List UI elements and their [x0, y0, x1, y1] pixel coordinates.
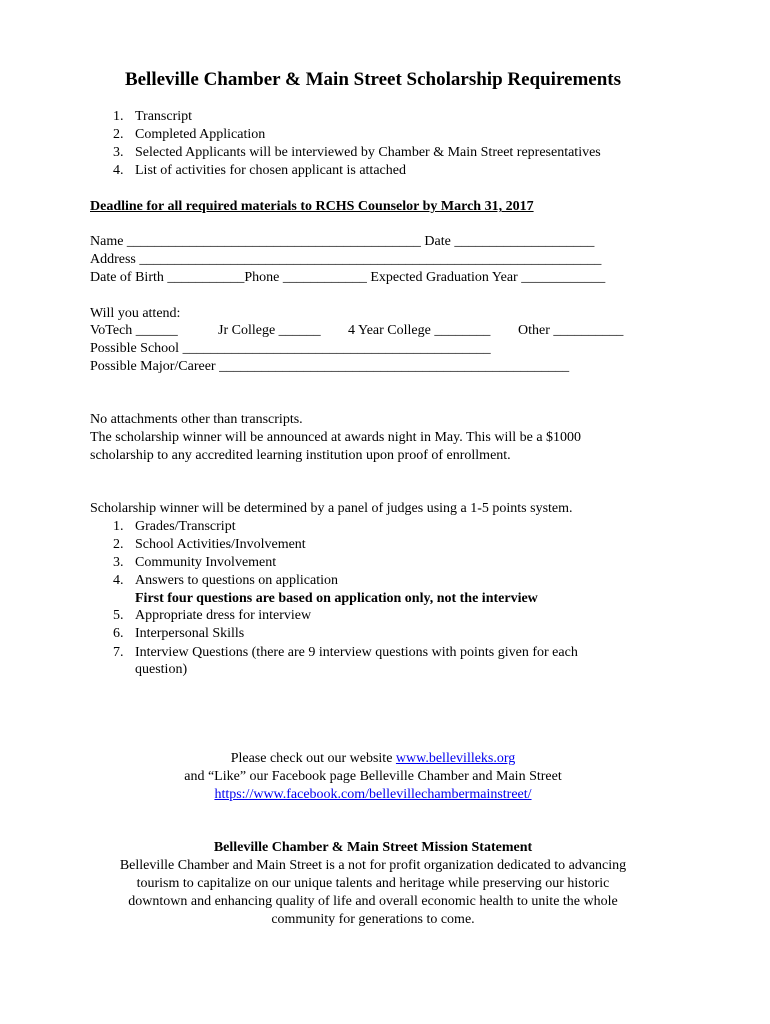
requirement-item — [113, 144, 601, 162]
judging-item — [113, 644, 578, 662]
judging-item — [113, 607, 311, 625]
judging-item — [113, 572, 338, 590]
list-text: List of activities for chosen applicant is attached — [135, 163, 406, 178]
four-year-college-field[interactable]: 4 Year College ________ — [348, 323, 491, 338]
deadline-text: Deadline for all required materials to RCHS Counselor by March 31, 2017 — [90, 199, 534, 214]
list-number: 7. — [113, 645, 124, 660]
list-text: Grades/Transcript — [135, 519, 236, 534]
judging-bold-note: First four questions are based on application only, not the interview — [135, 591, 538, 606]
requirement-item — [113, 162, 406, 180]
attend-label: Will you attend: — [90, 306, 181, 321]
website-link[interactable]: www.bellevilleks.org — [395, 751, 516, 766]
list-number: 3. — [113, 555, 124, 570]
jr-college-field[interactable]: Jr College ______ — [218, 323, 321, 338]
list-text: Interview Questions (there are 9 interview questions with points given for each — [135, 645, 578, 660]
list-text: Selected Applicants will be interviewed by Chamber & Main Street representatives — [135, 145, 601, 160]
list-text: School Activities/Involvement — [135, 537, 306, 552]
page-title: Belleville Chamber & Main Street Scholarship Requirements — [124, 69, 622, 90]
list-number: 5. — [113, 608, 124, 623]
other-field[interactable]: Other __________ — [518, 323, 624, 338]
mission-heading: Belleville Chamber & Main Street Mission Statement — [213, 840, 533, 855]
judging-item — [113, 536, 306, 554]
list-number: 4. — [113, 573, 124, 588]
note-line: The scholarship winner will be announced at awards night in May. This will be a $1000 — [90, 430, 582, 445]
list-number: 1. — [113, 519, 124, 534]
judging-item — [113, 554, 276, 572]
name-date-field[interactable]: Name __________________________________________ Date ____________________ — [90, 234, 595, 249]
list-text: Transcript — [135, 109, 193, 124]
list-text: Completed Application — [135, 127, 266, 142]
mission-line: community for generations to come. — [271, 912, 475, 927]
mission-line: downtown and enhancing quality of life and overall economic health to unite the whole — [128, 894, 618, 909]
address-field[interactable]: Address __________________________________________________________________ — [90, 252, 602, 267]
facebook-link[interactable]: https://www.facebook.com/bellevillechambermainstreet/ — [214, 787, 532, 802]
list-number: 4. — [113, 163, 124, 178]
note-line: scholarship to any accredited learning institution upon proof of enrollment. — [90, 448, 511, 463]
list-text: Interpersonal Skills — [135, 626, 245, 641]
list-text: Appropriate dress for interview — [135, 608, 312, 623]
list-number: 2. — [113, 127, 124, 142]
possible-school-field[interactable]: Possible School ____________________________________________ — [90, 341, 491, 356]
mission-line: Belleville Chamber and Main Street is a not for profit organization dedicated to advancing — [119, 858, 627, 873]
judging-intro: Scholarship winner will be determined by a panel of judges using a 1-5 points system. — [90, 501, 573, 516]
list-number: 6. — [113, 626, 124, 641]
list-text: Answers to questions on application — [135, 573, 338, 588]
votech-field[interactable]: VoTech ______ — [90, 323, 178, 338]
list-number: 2. — [113, 537, 124, 552]
requirement-item — [113, 126, 265, 144]
dob-phone-graduation-field[interactable]: Date of Birth ___________Phone ____________ Expected Graduation Year ____________ — [90, 270, 606, 285]
list-number: 3. — [113, 145, 124, 160]
judging-item-continuation: question) — [135, 662, 188, 677]
judging-item — [113, 625, 244, 643]
possible-major-field[interactable]: Possible Major/Career __________________________________________________ — [90, 359, 570, 374]
requirement-item — [113, 108, 192, 126]
mission-line: tourism to capitalize on our unique talents and heritage while preserving our historic — [136, 876, 610, 891]
judging-item — [113, 518, 236, 536]
note-line: No attachments other than transcripts. — [90, 412, 303, 427]
list-number: 1. — [113, 109, 124, 124]
facebook-line: and “Like” our Facebook page Belleville Chamber and Main Street — [184, 769, 562, 784]
list-text: Community Involvement — [135, 555, 277, 570]
website-line — [80, 750, 666, 768]
facebook-link-line — [80, 786, 666, 804]
website-prefix: Please check out our website — [230, 751, 396, 766]
